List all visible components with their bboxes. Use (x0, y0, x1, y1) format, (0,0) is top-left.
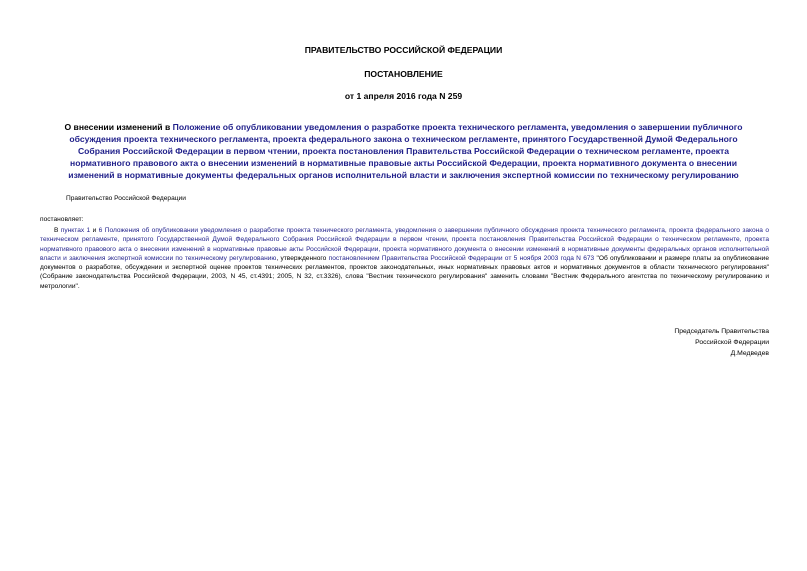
body-text-part: "Об опубликовании и размере платы за опубликование документов о разработке, обсуждении и экспертной оценке проектов технических регламентов, проектов законодательных, иных нормативных правовых актов и нормативных документов в области технического регулирования" (Собрание законодательства Российской Федерации, 2003, N 45, ст.4391; 2005, N 32, ст.3326), слова "Вестник технического регулирования" заменить словами "Вестник Федерального агентства по техническому регулированию и метрологии". (40, 254, 769, 290)
body-paragraph (40, 226, 769, 291)
link-clause-1[interactable]: пунктах 1 (60, 227, 91, 234)
signature-name: Д.Медведев (730, 350, 769, 357)
document-type: ПОСТАНОВЛЕНИЕ (364, 69, 443, 79)
heading-prefix: О внесении изменений в (64, 122, 173, 132)
link-regulation[interactable]: Положения об опубликовании уведомления о разработке проекта технического регламента, уведомления о завершении публичного обсуждения проекта технического регламента, проекта федерального закона о техническом регламенте, принятого Государственной Думой Федерального Собрания Российской Федерации в первом чтении, проекта постановления Правительства Российской Федерации о техническом регламенте, проекта нормативного правового акта о внесении изменений в нормативные правовые акты Российской Федерации, проекта нормативного документа о внесении изменений в нормативные документы федеральных органов исполнительной власти и заключения экспертной комиссии по техническому регулированию (40, 227, 769, 262)
issuer-text: Правительство Российской Федерации (66, 195, 186, 202)
body-text-part: , утвержденного (276, 254, 329, 262)
document-date-number: от 1 апреля 2016 года N 259 (344, 91, 463, 101)
body-text-part: В (54, 227, 61, 234)
heading-link-regulation[interactable]: Положение об опубликовании уведомления о разработке проекта технического регламента, уведомления о завершении публичного обсуждения проекта технического регламента, проекта федерального закона о техническом регламенте, принятого Государственной Думой Федерального Собрания Российской Федерации в первом чтении, проекта постановления Правительства Российской Федерации о техническом регламенте, проекта нормативного правового акта о внесении изменений в нормативные правовые акты Российской Федерации, проекта нормативного документа о внесении изменений в нормативные документы федеральных органов исполнительной власти и заключения экспертной комиссии по техническому регулированию (68, 122, 743, 180)
link-clause-6[interactable]: 6 (98, 227, 103, 234)
government-title: ПРАВИТЕЛЬСТВО РОССИЙСКОЙ ФЕДЕРАЦИИ (304, 45, 503, 55)
body-text-part: и (90, 227, 99, 234)
document-heading (50, 121, 757, 181)
link-decree[interactable]: постановлением Правительства Российской Федерации от 5 ноября 2003 года N 673 (328, 254, 595, 262)
resolves-text: постановляет: (40, 216, 84, 223)
signature-organization: Российской Федерации (695, 339, 769, 346)
signature-position: Председатель Правительства (674, 328, 769, 335)
